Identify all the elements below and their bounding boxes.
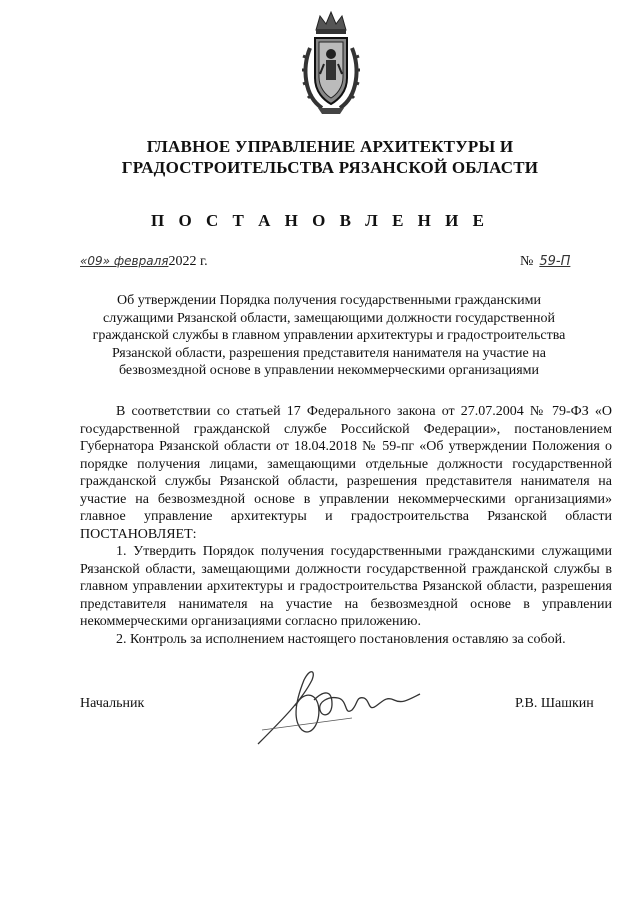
handwritten-signature-icon [252,660,432,750]
body-paragraph-item-2: 2. Контроль за исполнением настоящего постановления оставляю за собой. [116,631,566,647]
number-label: № [520,254,534,269]
document-number [520,254,570,270]
number-handwritten: 59-П [539,254,571,269]
document-date [80,254,208,270]
document-type: П О С Т А Н О В Л Е Н И Е [151,211,489,230]
date-year: 2022 г. [168,254,208,269]
organization-title: ГЛАВНОЕ УПРАВЛЕНИЕ АРХИТЕКТУРЫ И ГРАДОСТРОИТЕЛЬСТВА РЯЗАНСКОЙ ОБЛАСТИ [121,137,539,177]
document-subject: Об утверждении Порядка получения государственными гражданскими служащими Рязанской области, замещающими должности государственной гражданской службы в главном управлении архитектуры и градостроительства Рязанской области, разрешения представителя нанимателя на участие на безвозмездной основе в управлении некоммерческими организациями [92,293,566,379]
date-handwritten: «09» февраля [80,254,169,268]
signatory-name: Р.В. Шашкин [515,696,594,711]
body-paragraph-item-1: 1. Утвердить Порядок получения государственными гражданскими служащими Рязанской области, замещающими должности государственной гражданской службы в главном управлении архитектуры и градостроительства Рязанской области, разрешения представителя нанимателя на участие на безвозмездной основе в управлении некоммерческими организациями согласно приложению. [80,544,612,629]
signatory-position: Начальник [80,696,145,711]
body-paragraph-preamble: В соответствии со статьей 17 Федерального закона от 27.07.2004 № 79-ФЗ «О государственной гражданской службе Российской Федерации», постановлением Губернатора Рязанской области от 18.04.2018 № 59-пг «Об утверждении Положения о порядке получения лицами, замещающими отдельные должности государственной гражданской службы Рязанской области, разрешения представителя нанимателя на участие на безвозмездной основе в управлении некоммерческими организациями» главное управление архитектуры и градостроительства Рязанской области ПОСТАНОВЛЯЕТ: [80,404,612,542]
document-body [80,403,612,648]
coat-of-arms-icon [300,8,362,120]
